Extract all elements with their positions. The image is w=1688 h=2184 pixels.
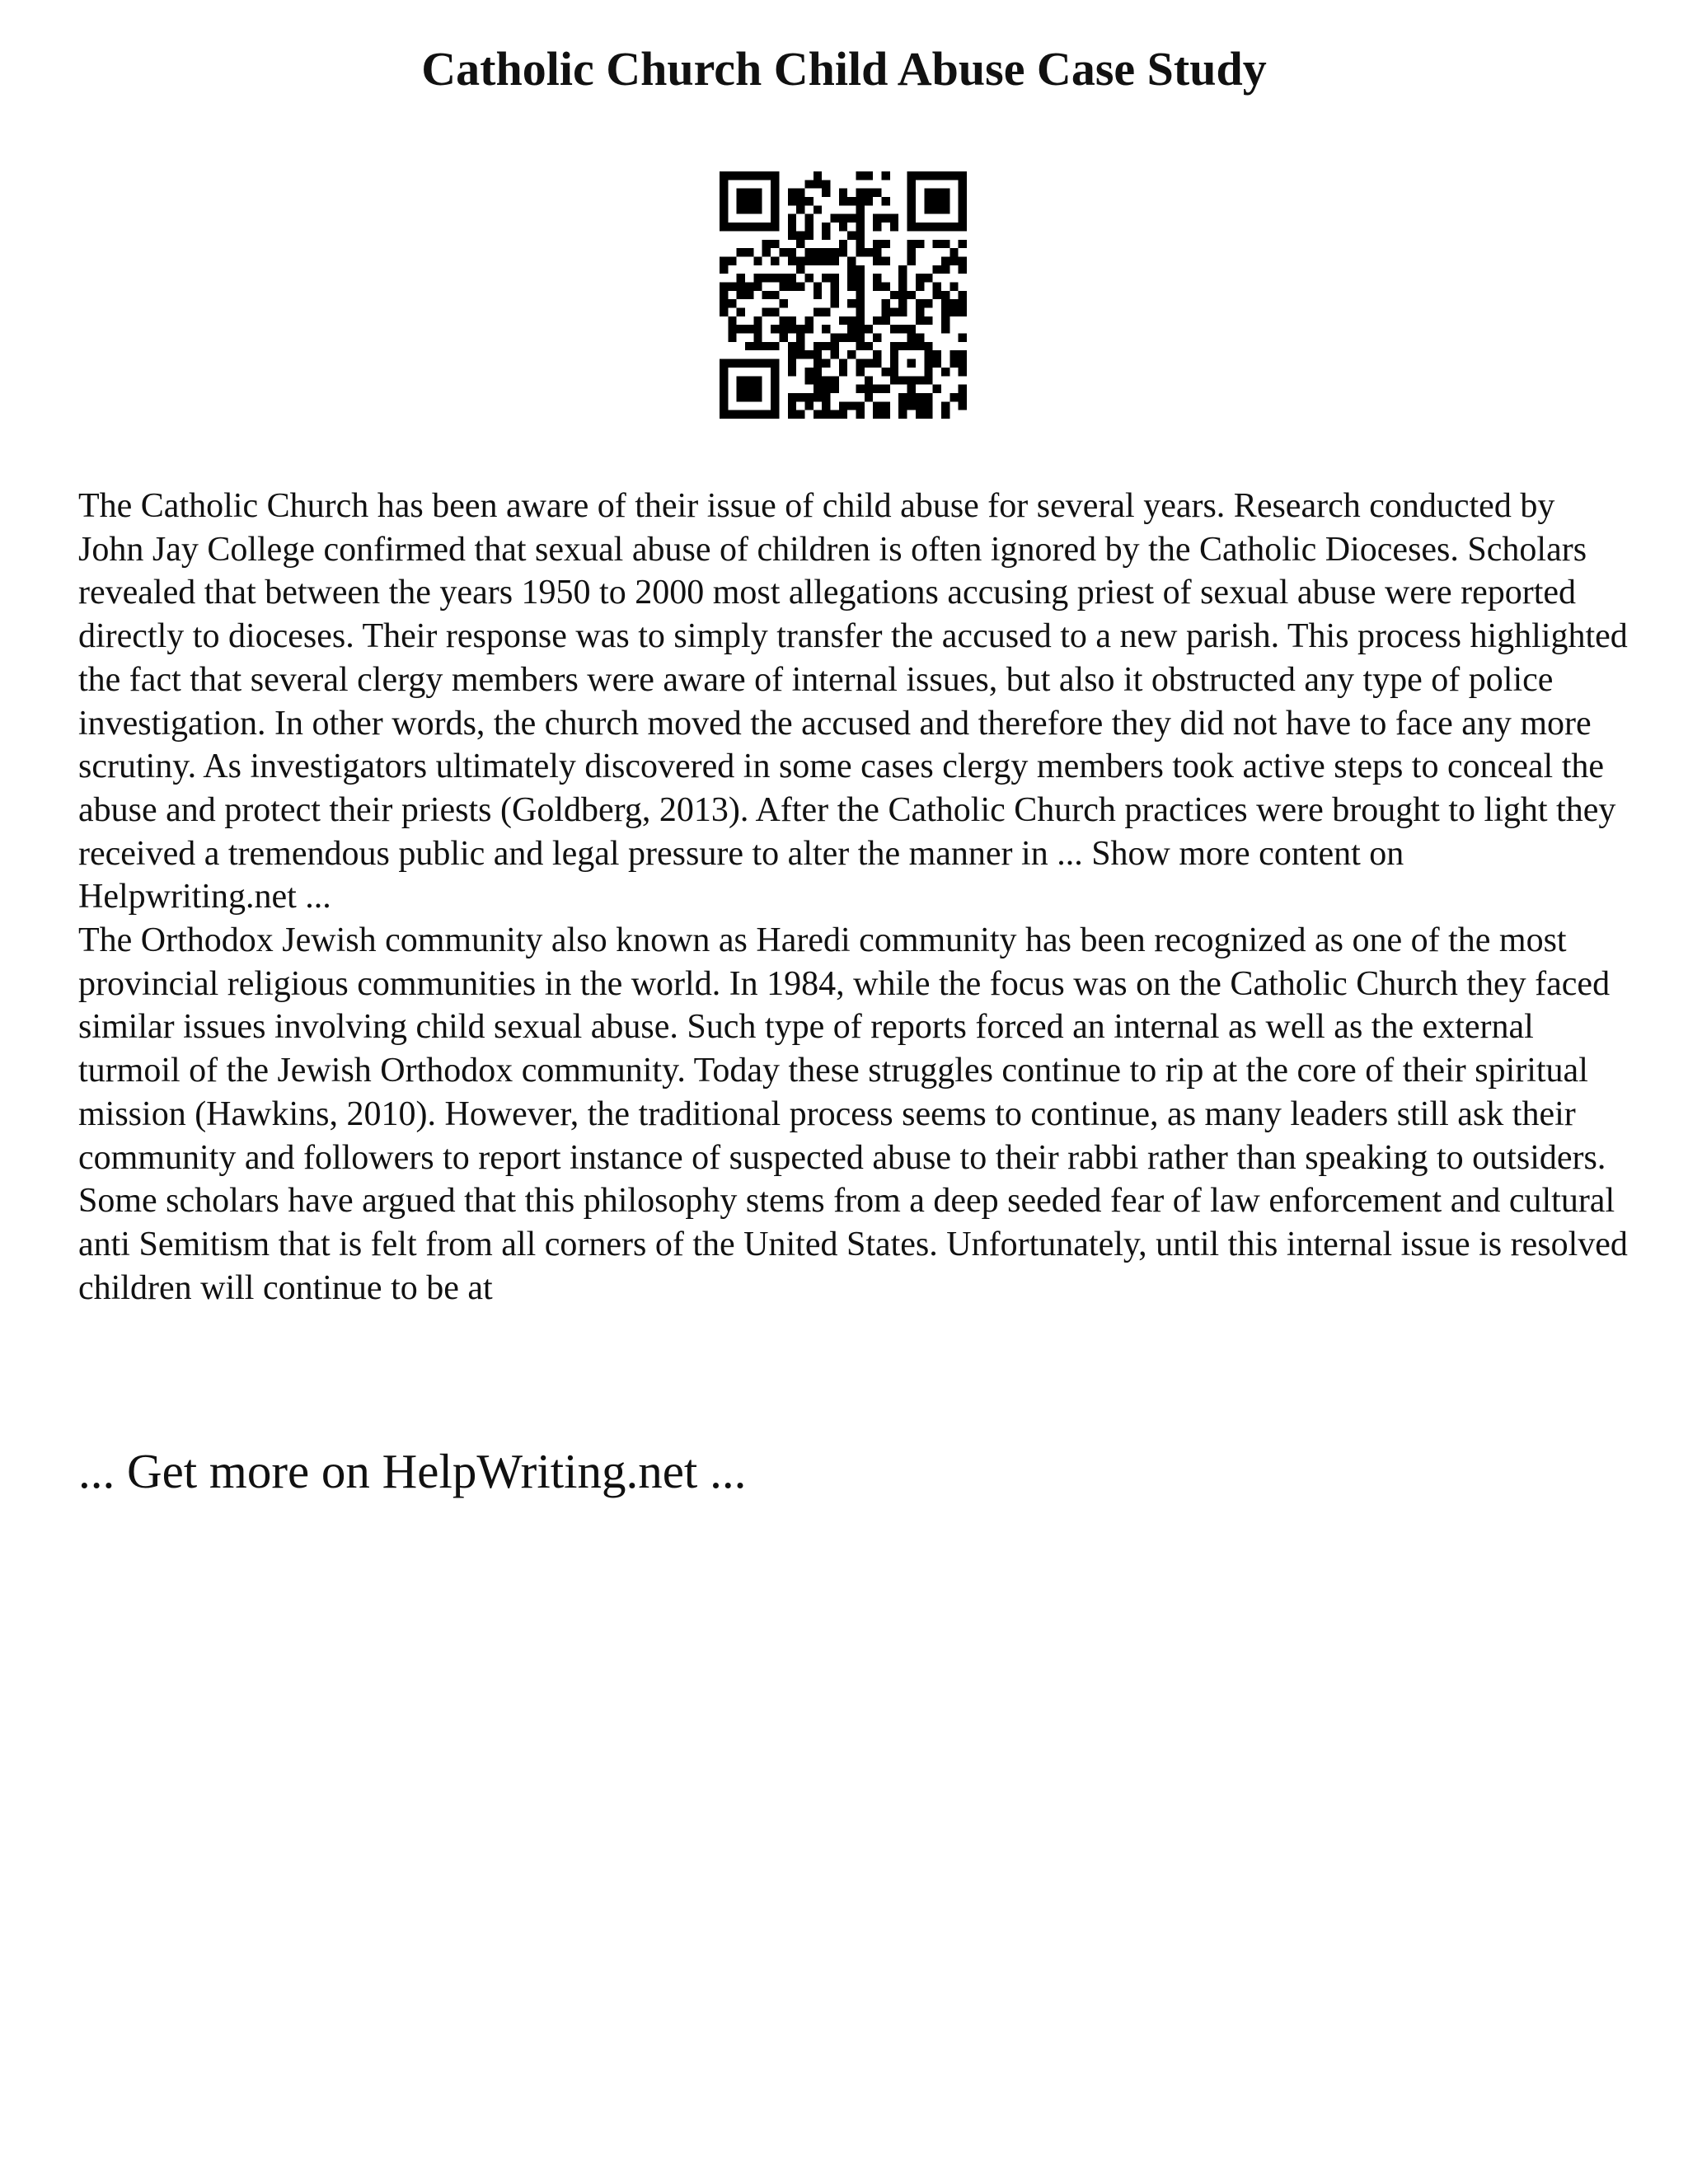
document-body — [78, 485, 1628, 1310]
paragraph-catholic-church: The Catholic Church has been aware of their issue of child abuse for several years. Research conducted by John Jay College confirmed that sexual abuse of children is often ignored by the Catholic Dioceses. Scholars revealed that between the years 1950 to 2000 most allegations accusing priest of sexual abuse were reported directly to dioceses. Their response was to simply transfer the accused to a new parish. This process highlighted the fact that several clergy members were aware of internal issues, but also it obstructed any type of police investigation. In other words, the church moved the accused and therefore they did not have to face any more scrutiny. As investigators ultimately discovered in some cases clergy members took active steps to conceal the abuse and protect their priests (Goldberg, 2013). After the Catholic Church practices were brought to light they received a tremendous public and legal pressure to alter the manner in ... Show more content on Helpwriting.net ... — [78, 487, 1628, 916]
paragraph-orthodox-jewish: The Orthodox Jewish community also known as Haredi community has been recognized as one of the most provincial religious communities in the world. In 1984, while the focus was on the Catholic Church they faced similar issues involving child sexual abuse. Such type of reports forced an internal as well as the external turmoil of the Jewish Orthodox community. Today these struggles continue to rip at the core of their spiritual mission (Hawkins, 2010). However, the traditional process seems to continue, as many leaders still ask their community and followers to report instance of suspected abuse to their rabbi rather than speaking to outsiders. Some scholars have argued that this philosophy stems from a deep seeded fear of law enforcement and cultural anti Semitism that is felt from all corners of the United States. Unfortunately, until this internal issue is resolved children will continue to be at — [78, 921, 1628, 1307]
document-title: Catholic Church Child Abuse Case Study — [421, 42, 1267, 96]
qr-code-icon[interactable] — [720, 171, 967, 419]
get-more-link[interactable]: ... Get more on HelpWriting.net ... — [78, 1444, 747, 1498]
